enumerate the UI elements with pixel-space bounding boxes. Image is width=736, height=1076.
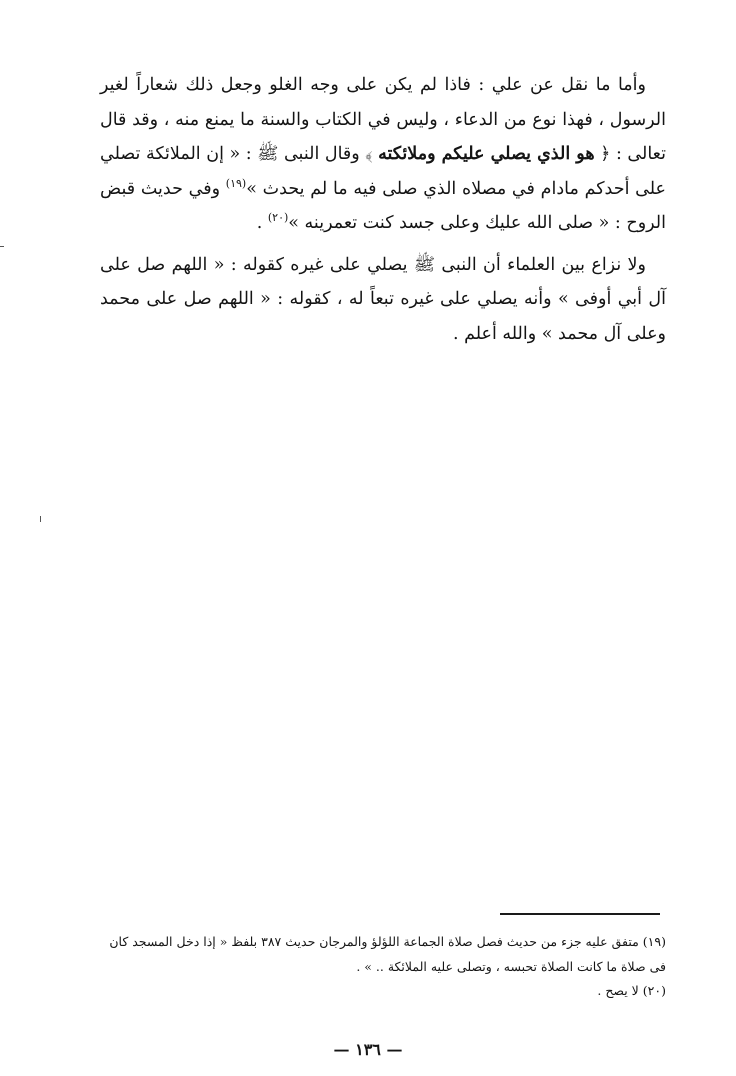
paragraph-1-hadith: ﴾ وقال النبى ﷺ : « إن الملائكة تصلي على أحدكم مادام في مصلاه الذي صلى فيه ما لم يحدث » <box>100 144 666 199</box>
quran-verse: هو الذي يصلي عليكم وملائكته <box>378 144 595 164</box>
footnote-20: (٢٠) لا يصح . <box>597 983 666 998</box>
main-text <box>100 68 666 351</box>
paragraph-1 <box>100 68 666 241</box>
footnote-ref-20: (٢٠) <box>267 211 289 225</box>
paragraph-2: ولا نزاع بين العلماء أن النبى ﷺ يصلي على غيره كقوله : « اللهم صل على آل أبي أوفى » وأنه يصلي على غيره تبعاً له ، كقوله : « اللهم صل على محمد وعلى آل محمد » والله أعلم . <box>100 254 666 344</box>
footnote-ref-19: (١٩) <box>225 176 247 190</box>
scan-speck <box>0 246 4 247</box>
paragraph-1-end: . <box>256 213 268 233</box>
paragraph-1-intro: وأما ما نقل عن علي : فاذا لم يكن على وجه الغلو وجعل ذلك شعاراً لغير الرسول ، فهذا نوع من الدعاء ، وليس في الكتاب والسنة ما يمنع منه ، وقد قال تعالى : ﴿ <box>100 75 666 164</box>
scan-speck <box>40 516 41 522</box>
footnote-19: (١٩) متفق عليه جزء من حديث فصل صلاة الجماعة اللؤلؤ والمرجان حديث ٣٨٧ بلفظ « إذا دخل المسجد كان فى صلاة ما كانت الصلاة تحبسه ، وتصلى عليه الملائكة .. » . <box>109 934 666 974</box>
footnote-divider <box>500 913 660 915</box>
footnotes <box>100 930 666 1004</box>
paragraph-1-hadith-2: وفي حديث قبض الروح : « صلى الله عليك وعلى جسد كنت تعمرينه » <box>100 178 666 233</box>
page-number: — ١٣٦ — <box>333 1040 403 1059</box>
